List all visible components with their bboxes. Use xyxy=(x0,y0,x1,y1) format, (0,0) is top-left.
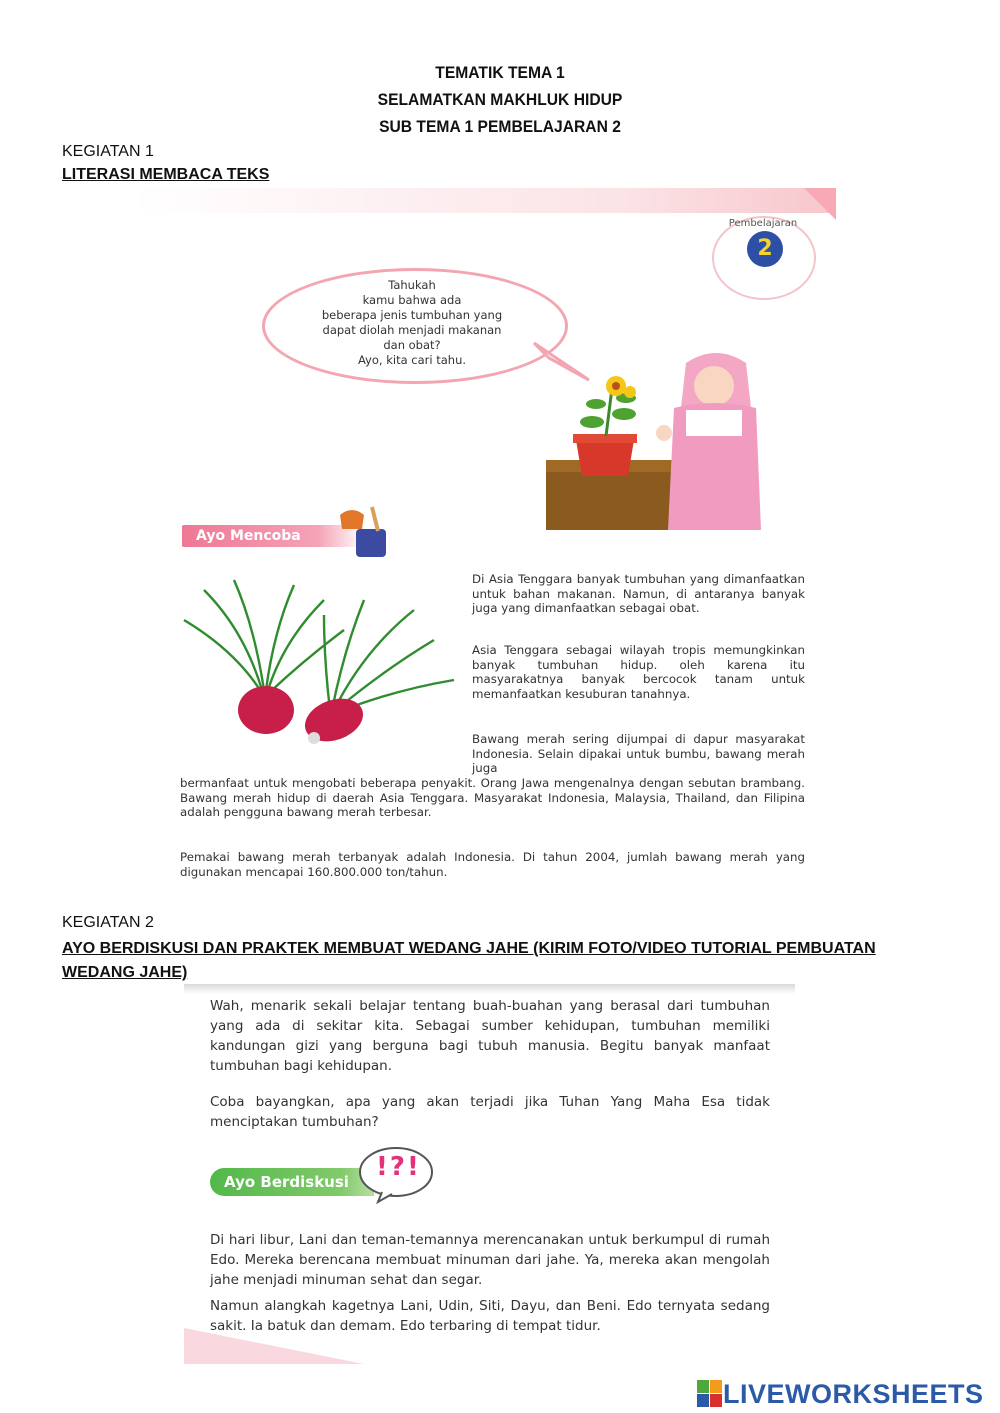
liveworksheets-wordmark: LIVEWORKSHEETS xyxy=(723,1378,984,1409)
girl-with-flowerpot-illustration xyxy=(546,348,836,533)
bubble-line: kamu bahwa ada xyxy=(362,293,462,307)
paragraph-1: Wah, menarik sekali belajar tentang buah-buahan yang berasal dari tumbuhan yang ada di sekitar kita. Sebagai sumber kehidupan, tumbuhan memiliki kandungan gizi yang berguna bagi tubuh manusia. Begitu banyak manfaat tumbuhan bagi kehidupan. xyxy=(210,998,770,1074)
page-top-shadow xyxy=(184,984,795,994)
header-line-2: SELAMATKAN MAKHLUK HIDUP xyxy=(377,90,623,109)
paragraph-1: Di Asia Tenggara banyak tumbuhan yang dimanfaatkan untuk bahan makanan. Namun, di antaranya banyak juga yang dimanfaatkan sebagai obat. xyxy=(472,572,805,616)
bubble-line: Ayo, kita cari tahu. xyxy=(357,353,467,367)
book-page-1 xyxy=(134,188,836,888)
paragraph-3a: Bawang merah sering dijumpai di dapur masyarakat Indonesia. Selain dipakai untuk bumbu, bawang merah juga xyxy=(472,732,805,776)
page-bottom-corner xyxy=(184,1328,364,1364)
liveworksheets-logo xyxy=(697,1378,984,1410)
paragraph-3: Di hari libur, Lani dan teman-temannya merencanakan untuk berkumpul di rumah Edo. Mereka berencana membuat minuman dari jahe. Ya, mereka akan mengolah jahe menjadi minuman sehat dan segar. xyxy=(210,1232,770,1288)
paragraph-4: Namun alangkah kagetnya Lani, Udin, Siti, Dayu, dan Beni. Edo ternyata sedang sakit. Ia batuk dan demam. Edo terbaring di tempat tidur. xyxy=(210,1298,770,1334)
section1-title: LITERASI MEMBACA TEKS xyxy=(62,166,270,183)
header-line-1: TEMATIK TEMA 1 xyxy=(435,63,565,82)
lesson-badge-number: 2 xyxy=(747,231,783,267)
bubble-line: dapat diolah menjadi makanan xyxy=(322,323,502,337)
bubble-line: dan obat? xyxy=(383,338,441,352)
ayo-mencoba-ribbon: Ayo Mencoba xyxy=(182,525,364,547)
book-page-2 xyxy=(184,984,795,1364)
shallot-illustration xyxy=(174,570,474,750)
bubble-line: beberapa jenis tumbuhan yang xyxy=(321,308,503,322)
discussion-symbols: !?! xyxy=(376,1152,421,1182)
bubble-line: Tahukah xyxy=(388,278,436,292)
mortar-pestle-icon xyxy=(332,503,392,563)
page-corner xyxy=(804,188,836,220)
header-line-3: SUB TEMA 1 PEMBELAJARAN 2 xyxy=(379,117,621,136)
lesson-badge-word: Pembelajaran xyxy=(728,218,798,229)
section2-title: AYO BERDISKUSI DAN PRAKTEK MEMBUAT WEDANG JAHE (KIRIM FOTO/VIDEO TUTORIAL PEMBUATAN WEDANG JAHE) xyxy=(62,940,876,981)
paragraph-2: Asia Tenggara sebagai wilayah tropis memungkinkan banyak tumbuhan hidup. oleh karena itu masyarakatnya banyak bercocok tanam untuk memanfaatkan kesuburan tanahnya. xyxy=(472,643,805,701)
speech-bubble-text xyxy=(262,278,562,368)
paragraph-3b: bermanfaat untuk mengobati beberapa penyakit. Orang Jawa mengenalnya dengan sebutan brambang. Bawang merah hidup di daerah Asia Tenggara. Masyarakat Indonesia, Malaysia, Thailand, dan Filipina adalah pengguna bawang merah terbesar. xyxy=(180,776,805,820)
section1-label: KEGIATAN 1 xyxy=(62,143,154,160)
paragraph-2: Coba bayangkan, apa yang akan terjadi jika Tuhan Yang Maha Esa tidak menciptakan tumbuhan? xyxy=(210,1094,770,1130)
ayo-berdiskusi-ribbon: Ayo Berdiskusi xyxy=(210,1168,374,1196)
liveworksheets-mark-icon xyxy=(697,1380,723,1408)
section2-label: KEGIATAN 2 xyxy=(62,914,154,931)
page-top-band xyxy=(134,188,836,213)
paragraph-4: Pemakai bawang merah terbanyak adalah Indonesia. Di tahun 2004, jumlah bawang merah yang digunakan mencapai 160.800.000 ton/tahun. xyxy=(180,850,805,879)
